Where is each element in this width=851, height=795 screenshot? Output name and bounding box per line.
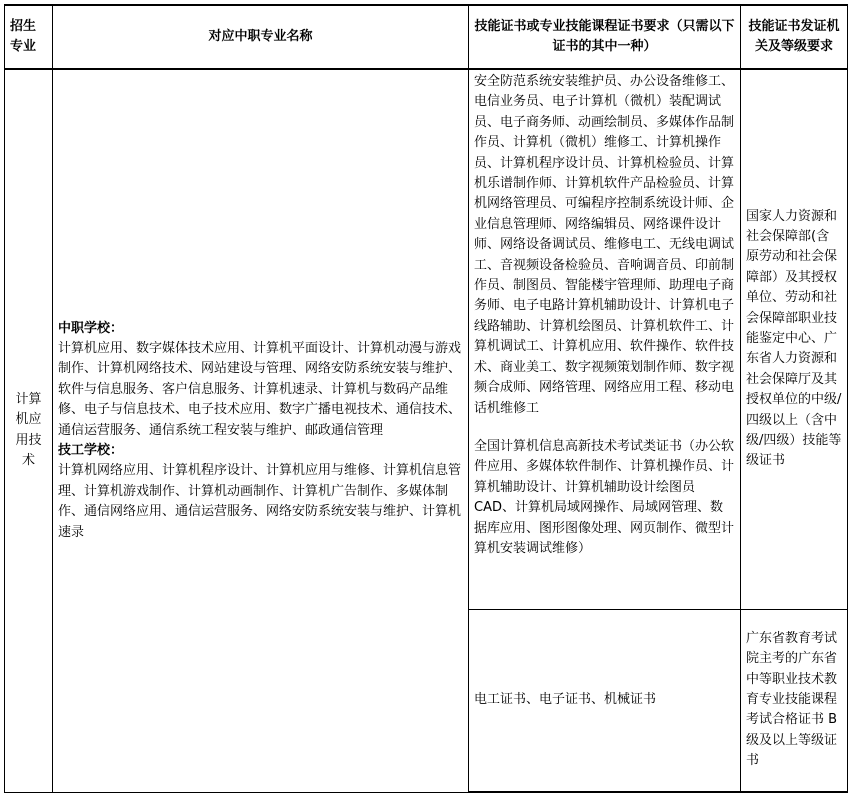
technical-school-label: 技工学校：: [58, 442, 124, 458]
national-computer-cert-list: 全国计算机信息高新技术考试类证书（办公软件应用、多媒体软件制作、计算机操作员、计算机辅助设计、计算机辅助设计绘图员 CAD、计算机局域网操作、局域网管理、数据库应用、图形图像处理、网页制作、微型计算机安装调试维修）: [474, 438, 735, 556]
vocational-school-label: 中职学校：: [58, 320, 124, 336]
occupational-cert-list: 安全防范系统安装维护员、办公设备维修工、电信业务员、电子计算机（微机）装配调试员、电子商务师、动画绘制员、多媒体作品制作员、计算机（微机）维修工、计算机操作员、计算机程序设计员、计算机检验员、计算机乐谱制作师、计算机软件产品检验员、计算机网络管理员、可编程序控制系统设计师、企业信息管理师、网络编辑员、网络课件设计师、网络设备调试员、维修电工、无线电调试工、音视频设备检验员、音响调音员、印前制作员、制图员、智能楼宇管理师、助理电子商务师、电子电路计算机辅助设计、计算机电子线路辅助、计算机绘图员、计算机软件工、计算机调试工、计算机应用、软件操作、软件技术、商业美工、数字视频策划制作师、数字视频合成师、网络管理、网络应用工程、移动电话机维修工: [474, 74, 735, 416]
issuer-cell-1: 国家人力资源和社会保障部(含原劳动和社会保障部）及其授权单位、劳动和社会保障部职业技能鉴定中心、广东省人力资源和社会保障厅及其授权单位的中级/四级以上（含中级/四级）技能等级证书: [741, 69, 848, 609]
header-row: [5, 5, 848, 69]
cert-requirement-cell-1: [469, 69, 741, 609]
table-row: [5, 69, 848, 609]
major-name-cell: 计算机应用技术: [5, 69, 53, 792]
header-school-majors: 对应中职专业名称: [53, 5, 469, 69]
header-cert-requirement: 技能证书或专业技能课程证书要求（只需以下证书的其中一种）: [469, 5, 741, 69]
technical-school-majors: 计算机网络应用、计算机程序设计、计算机应用与维修、计算机信息管理、计算机游戏制作、计算机动画制作、计算机广告制作、多媒体制作、通信网络应用、通信运营服务、网络安防系统安装与维护、计算机速录: [58, 463, 462, 540]
admission-requirements-table: [4, 4, 848, 793]
spacer: [474, 419, 735, 437]
header-major: 招生专业: [5, 5, 53, 69]
issuer-cell-2: 广东省教育考试院主考的广东省中等职业技术教育专业技能课程考试合格证书 B 级及以上等级证书: [741, 609, 848, 792]
header-issuer: 技能证书发证机关及等级要求: [741, 5, 848, 69]
school-majors-cell: [53, 69, 469, 792]
cert-requirement-cell-2: 电工证书、电子证书、机械证书: [469, 609, 741, 792]
vocational-school-majors: 计算机应用、数字媒体技术应用、计算机平面设计、计算机动漫与游戏制作、计算机网络技术、网站建设与管理、网络安防系统安装与维护、软件与信息服务、客户信息服务、计算机速录、计算机与数码产品维修、电子与信息技术、电子技术应用、数字广播电视技术、通信技术、通信运营服务、通信系统工程安装与维护、邮政通信管理: [58, 340, 462, 438]
